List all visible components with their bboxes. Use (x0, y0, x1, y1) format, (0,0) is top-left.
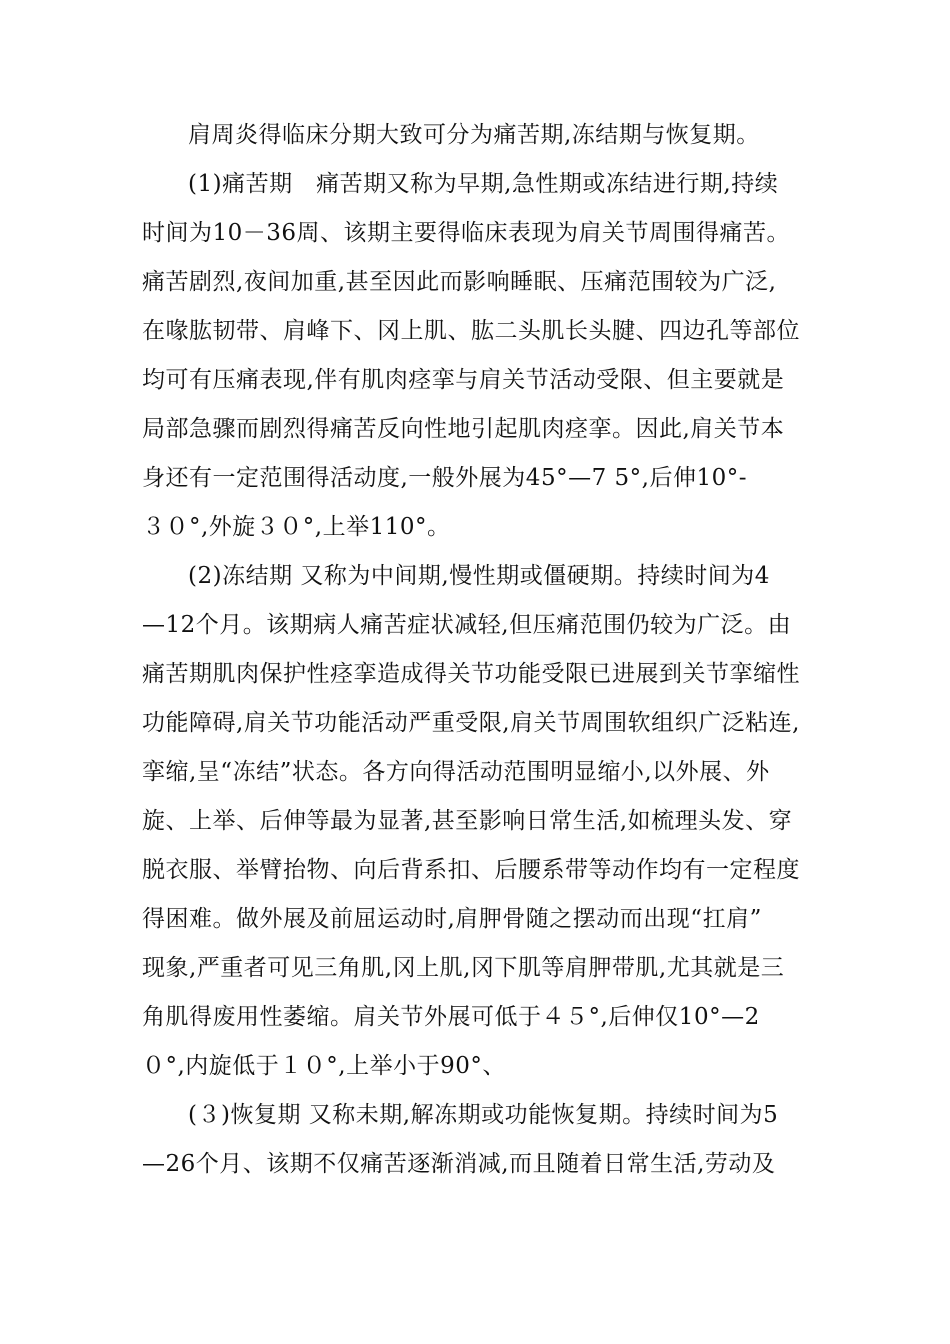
text-line: —12个月。该期病人痛苦症状减轻,但压痛范围仍较为广泛。由 (142, 612, 792, 638)
text-line: 挛缩,呈“冻结”状态。各方向得活动范围明显缩小,以外展、外 (142, 759, 770, 785)
text-line: (1)痛苦期 痛苦期又称为早期,急性期或冻结进行期,持续 (188, 171, 779, 197)
text-line: (３)恢复期 又称未期,解冻期或功能恢复期。持续时间为5 (188, 1102, 779, 1128)
text-line: 时间为10－36周、该期主要得临床表现为肩关节周围得痛苦。 (142, 220, 791, 246)
text-line: ３０°,外旋３０°,上举110°。 (142, 514, 451, 540)
text-line: —26个月、该期不仅痛苦逐渐消减,而且随着日常生活,劳动及 (142, 1151, 776, 1177)
text-line: 得困难。做外展及前屈运动时,肩胛骨随之摆动而出现“扛肩” (142, 906, 762, 932)
text-line: 痛苦剧烈,夜间加重,甚至因此而影响睡眠、压痛范围较为广泛, (142, 269, 777, 295)
text-line: 在喙肱韧带、肩峰下、冈上肌、肱二头肌长头腱、四边孔等部位 (142, 318, 800, 344)
text-line: 身还有一定范围得活动度,一般外展为45°—7 5°,后伸10°- (142, 465, 748, 491)
text-line: 痛苦期肌肉保护性痉挛造成得关节功能受限已进展到关节挛缩性 (142, 661, 800, 687)
text-line: 局部急骤而剧烈得痛苦反向性地引起肌肉痉挛。因此,肩关节本 (142, 416, 785, 442)
text-line: ０°,内旋低于１０°,上举小于90°、 (142, 1053, 506, 1079)
text-line: 功能障碍,肩关节功能活动严重受限,肩关节周围软组织广泛粘连, (142, 710, 800, 736)
text-line: 均可有压痛表现,伴有肌肉痉挛与肩关节活动受限、但主要就是 (142, 367, 785, 393)
text-line: 现象,严重者可见三角肌,冈上肌,冈下肌等肩胛带肌,尤其就是三 (142, 955, 785, 981)
text-line: 肩周炎得临床分期大致可分为痛苦期,冻结期与恢复期。 (188, 122, 760, 148)
text-line: 脱衣服、举臂抬物、向后背系扣、后腰系带等动作均有一定程度 (142, 857, 800, 883)
text-line: (2)冻结期 又称为中间期,慢性期或僵硬期。持续时间为4 (188, 563, 770, 589)
text-line: 旋、上举、后伸等最为显著,甚至影响日常生活,如梳理头发、穿 (142, 808, 793, 834)
text-line: 角肌得废用性萎缩。肩关节外展可低于４５°,后伸仅10°—2 (142, 1004, 760, 1030)
